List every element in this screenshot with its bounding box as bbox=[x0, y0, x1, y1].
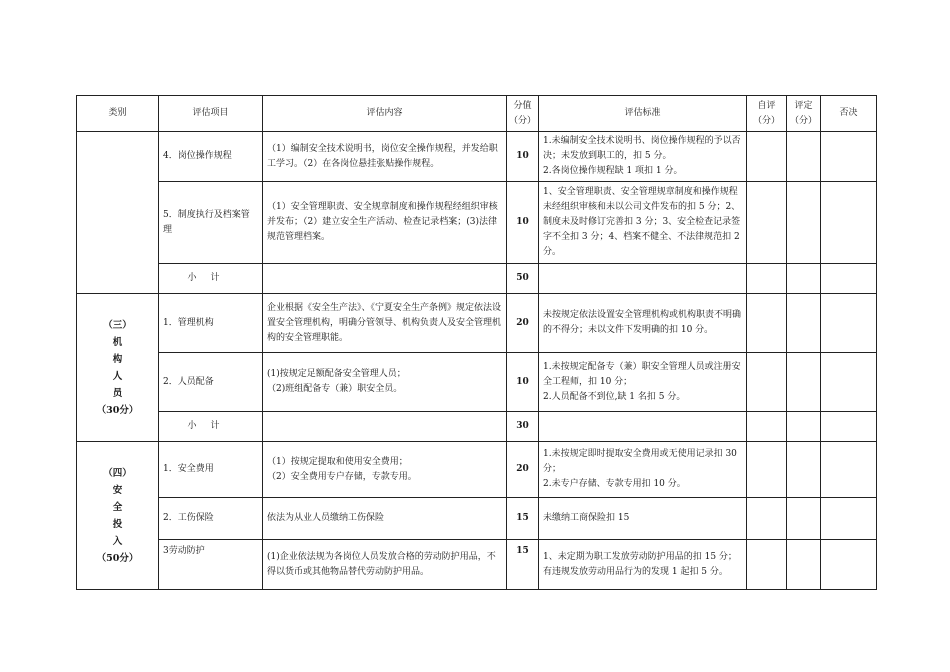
header-eval-line2: （分） bbox=[789, 115, 817, 126]
eval-cell bbox=[787, 540, 821, 590]
standard-cell bbox=[539, 412, 747, 442]
score-cell: 10 bbox=[507, 353, 539, 412]
eval-cell bbox=[787, 264, 821, 294]
self-eval-cell bbox=[747, 412, 787, 442]
standard-line: 未按规定依法设置安全管理机构或机构职责不明确的不得分；未以文件下发明确的扣 10 分。 bbox=[543, 310, 742, 335]
self-eval-cell bbox=[747, 353, 787, 412]
veto-cell bbox=[821, 442, 877, 498]
standard-line: 2.各岗位操作规程缺 1 项扣 1 分。 bbox=[543, 166, 683, 176]
standard-cell bbox=[539, 442, 747, 498]
standard-line: 1、未定期为职工发放劳动防护用品的扣 15 分；有违规发放劳动用品行为的发现 1 起扣 5 分。 bbox=[543, 551, 737, 577]
veto-cell bbox=[821, 353, 877, 412]
content-cell bbox=[263, 412, 507, 442]
header-content: 评估内容 bbox=[263, 96, 507, 132]
standard-line: 2.未专户存储、专款专用扣 10 分。 bbox=[543, 479, 686, 489]
item-cell: 1．管理机构 bbox=[159, 294, 263, 353]
category-text: 员 bbox=[112, 387, 123, 399]
header-standard: 评估标准 bbox=[539, 96, 747, 132]
table-row bbox=[77, 498, 877, 540]
content-cell: （1）编制安全技术说明书，岗位安全操作规程，并发给职工学习。（2）在各岗位悬挂张贴操作规程。 bbox=[263, 132, 507, 182]
item-cell: 3劳动防护 bbox=[159, 540, 263, 590]
score-cell: 10 bbox=[507, 132, 539, 182]
content-line: （2）安全费用专户存储，专款专用。 bbox=[267, 471, 417, 482]
self-eval-cell bbox=[747, 182, 787, 264]
veto-cell bbox=[821, 294, 877, 353]
self-eval-cell bbox=[747, 294, 787, 353]
standard-cell bbox=[539, 540, 747, 590]
standard-cell bbox=[539, 182, 747, 264]
category-text: 入 bbox=[112, 535, 123, 547]
content-cell: 企业根据《安全生产法》、《宁夏安全生产条例》规定依法设置安全管理机构，明确分管领导、机构负责人及安全管理机构的安全管理职能。 bbox=[263, 294, 507, 353]
header-eval-line1: 评定 bbox=[794, 100, 813, 111]
content-cell bbox=[263, 353, 507, 412]
content-cell bbox=[263, 264, 507, 294]
standard-cell bbox=[539, 498, 747, 540]
category-cell bbox=[77, 442, 159, 590]
eval-cell bbox=[787, 182, 821, 264]
self-eval-cell bbox=[747, 540, 787, 590]
standard-line: 1.未编制安全技术说明书、岗位操作规程的予以否决；未发放到职工的，扣 5 分。 bbox=[543, 136, 741, 161]
item-cell: 5．制度执行及档案管理 bbox=[159, 182, 263, 264]
subtotal-row bbox=[77, 412, 877, 442]
self-eval-cell bbox=[747, 132, 787, 182]
score-cell: 15 bbox=[507, 498, 539, 540]
category-text: 构 bbox=[112, 353, 123, 365]
veto-cell bbox=[821, 264, 877, 294]
category-text: 机 bbox=[112, 336, 123, 348]
standard-cell bbox=[539, 264, 747, 294]
veto-cell bbox=[821, 540, 877, 590]
eval-cell bbox=[787, 353, 821, 412]
header-item: 评估项目 bbox=[159, 96, 263, 132]
header-self-line2: （分） bbox=[752, 115, 780, 126]
eval-cell bbox=[787, 294, 821, 353]
eval-cell bbox=[787, 412, 821, 442]
self-eval-cell bbox=[747, 264, 787, 294]
veto-cell bbox=[821, 182, 877, 264]
self-eval-cell bbox=[747, 498, 787, 540]
table-row bbox=[77, 132, 877, 182]
subtotal-label: 小计 bbox=[159, 264, 263, 294]
content-cell: 依法为从业人员缴纳工伤保险 bbox=[263, 498, 507, 540]
content-line: （1）按规定提取和使用安全费用； bbox=[267, 456, 408, 467]
header-veto: 否决 bbox=[821, 96, 877, 132]
table-row bbox=[77, 442, 877, 498]
category-cell-empty bbox=[77, 132, 159, 294]
content-cell: （1）安全管理职责、安全规章制度和操作规程经组织审核并发布；（2）建立安全生产活动、检查记录档案；(3)法律规范管理档案。 bbox=[263, 182, 507, 264]
item-cell: 2．人员配备 bbox=[159, 353, 263, 412]
eval-cell bbox=[787, 442, 821, 498]
header-score-line1: 分值 bbox=[513, 100, 532, 111]
score-cell: 20 bbox=[507, 294, 539, 353]
self-eval-cell bbox=[747, 442, 787, 498]
table-row bbox=[77, 182, 877, 264]
eval-cell bbox=[787, 498, 821, 540]
category-text: （四） bbox=[103, 467, 132, 479]
category-text: 投 bbox=[112, 518, 123, 530]
table-row bbox=[77, 540, 877, 590]
subtotal-row bbox=[77, 264, 877, 294]
category-text: （三） bbox=[103, 319, 132, 331]
veto-cell bbox=[821, 132, 877, 182]
header-score-line2: （分） bbox=[509, 115, 537, 126]
header-category: 类别 bbox=[77, 96, 159, 132]
content-line: （2)班组配备专（兼）职安全员。 bbox=[267, 384, 403, 394]
header-row bbox=[77, 96, 877, 132]
header-eval bbox=[787, 96, 821, 132]
header-self bbox=[747, 96, 787, 132]
standard-line: 1.未按规定即时提取安全费用或无使用记录扣 30 分； bbox=[543, 449, 737, 474]
score-cell: 10 bbox=[507, 182, 539, 264]
header-score bbox=[507, 96, 539, 132]
standard-cell bbox=[539, 132, 747, 182]
content-cell bbox=[263, 442, 507, 498]
category-text: 安 bbox=[112, 484, 123, 496]
item-cell: 4．岗位操作规程 bbox=[159, 132, 263, 182]
subtotal-score: 50 bbox=[507, 264, 539, 294]
evaluation-table bbox=[76, 95, 877, 590]
score-cell: 15 bbox=[507, 540, 539, 590]
category-text: 全 bbox=[112, 501, 123, 513]
category-text: 人 bbox=[112, 370, 123, 382]
subtotal-score: 30 bbox=[507, 412, 539, 442]
table-row bbox=[77, 294, 877, 353]
category-cell bbox=[77, 294, 159, 442]
standard-line: 2.人员配备不到位,缺 1 名扣 5 分。 bbox=[543, 391, 686, 402]
subtotal-label: 小计 bbox=[159, 412, 263, 442]
score-cell: 20 bbox=[507, 442, 539, 498]
header-self-line1: 自评 bbox=[757, 100, 776, 111]
category-text: （30分） bbox=[96, 404, 139, 416]
content-cell: (1)企业依法规为各岗位人员发放合格的劳动防护用品，不得以货币或其他物品替代劳动防护用品。 bbox=[263, 540, 507, 590]
veto-cell bbox=[821, 498, 877, 540]
veto-cell bbox=[821, 412, 877, 442]
eval-cell bbox=[787, 132, 821, 182]
standard-line: 未缴纳工商保险扣 15 bbox=[543, 513, 630, 523]
item-cell: 2．工伤保险 bbox=[159, 498, 263, 540]
item-cell: 1．安全费用 bbox=[159, 442, 263, 498]
table-row bbox=[77, 353, 877, 412]
content-line: (1)按规定足额配备安全管理人员； bbox=[267, 369, 406, 379]
standard-line: 1.未按规定配备专（兼）职安全管理人员或注册安全工程师，扣 10 分； bbox=[543, 361, 741, 387]
category-text: （50分） bbox=[96, 552, 139, 564]
standard-cell bbox=[539, 294, 747, 353]
standard-line: 1、安全管理职责、安全管理规章制度和操作规程未经组织审核和未以公司文件发布的扣 5 分；2、制度未及时修订完善扣 3 分；3、安全检查记录签字不全扣 3 分；4、档案不健全、不法律规范扣 2 分。 bbox=[543, 187, 741, 257]
standard-cell bbox=[539, 353, 747, 412]
